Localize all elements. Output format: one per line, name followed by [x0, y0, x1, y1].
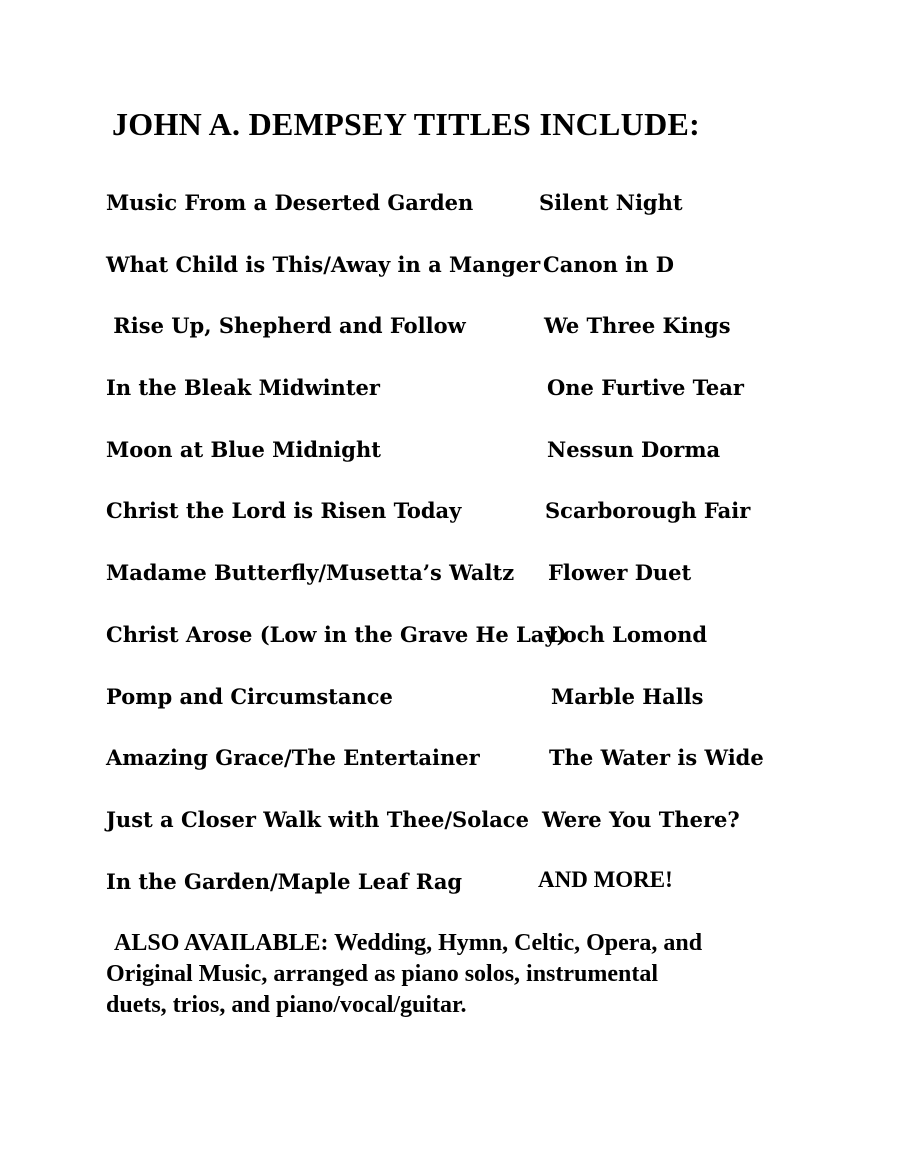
- title-left: Christ the Lord is Risen Today: [106, 498, 462, 524]
- title-left: Madame Butterfly/Musetta’s Waltz: [106, 560, 515, 586]
- title-row: [106, 620, 806, 682]
- title-right: Nessun Dorma: [547, 436, 721, 462]
- title-row: [106, 311, 806, 373]
- title-right: Silent Night: [539, 190, 683, 215]
- title-row: [106, 373, 806, 435]
- title-right: Canon in D: [543, 251, 674, 277]
- title-right: One Furtive Tear: [547, 375, 744, 401]
- title-left: In the Bleak Midwinter: [106, 375, 380, 401]
- title-row: [106, 188, 806, 250]
- title-row: [106, 867, 806, 929]
- title-row: [106, 558, 806, 620]
- title-row: [106, 743, 806, 805]
- title-left: Rise Up, Shepherd and Follow: [106, 313, 466, 339]
- title-row: [106, 805, 806, 867]
- title-right: The Water is Wide: [549, 745, 764, 771]
- title-row: [106, 250, 806, 312]
- and-more-label: AND MORE!: [538, 866, 673, 892]
- title-left: Pomp and Circumstance: [106, 683, 393, 709]
- title-left: Music From a Deserted Garden: [106, 190, 474, 215]
- title-row: [106, 435, 806, 497]
- title-right: Marble Halls: [551, 683, 704, 709]
- title-left: What Child is This/Away in a Manger: [106, 251, 541, 277]
- title-right: We Three Kings: [544, 313, 731, 339]
- page-heading: JOHN A. DEMPSEY TITLES INCLUDE:: [112, 106, 701, 142]
- title-right: Loch Lomond: [548, 621, 708, 647]
- title-right: Flower Duet: [548, 560, 692, 586]
- also-available-line: Original Music, arranged as piano solos, instrumental: [106, 961, 659, 987]
- title-left: Christ Arose (Low in the Grave He Lay): [106, 621, 567, 647]
- title-row: [106, 682, 806, 744]
- title-right: Scarborough Fair: [545, 498, 751, 524]
- title-right: Were You There?: [542, 806, 740, 832]
- title-left: Just a Closer Walk with Thee/Solace: [106, 806, 529, 832]
- title-left: In the Garden/Maple Leaf Rag: [106, 868, 463, 894]
- title-row: [106, 496, 806, 558]
- also-available-line: duets, trios, and piano/vocal/guitar.: [106, 992, 467, 1018]
- title-left: Amazing Grace/The Entertainer: [106, 745, 480, 771]
- also-available-paragraph: [106, 928, 806, 1021]
- title-left: Moon at Blue Midnight: [106, 436, 381, 462]
- also-available-line: ALSO AVAILABLE: Wedding, Hymn, Celtic, Opera, and: [114, 930, 703, 956]
- titles-list: [106, 188, 806, 928]
